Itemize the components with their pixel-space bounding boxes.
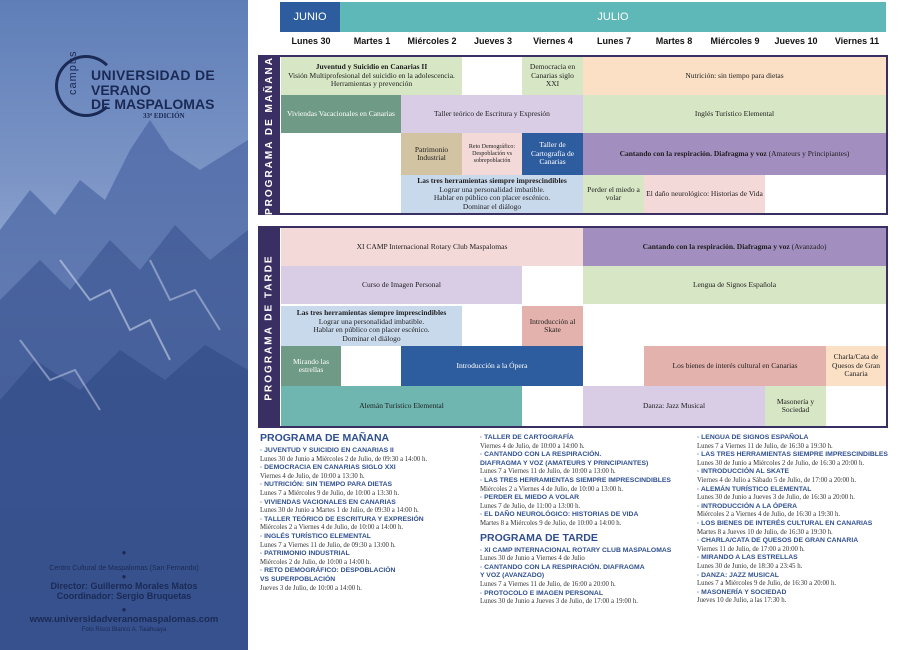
day-header: Martes 1 (353, 36, 391, 46)
cell-ingles[interactable]: Inglés Turístico Elemental (583, 95, 886, 133)
listing-title: · TALLER TEÓRICO DE ESCRITURA Y EXPRESIÓN (260, 515, 424, 523)
listing-title: · PROTOCOLO E IMAGEN PERSONAL (480, 589, 603, 597)
listing-date: Lunes 7 a Viernes 11 de Julio, de 10:00 a 13:00 h. (480, 468, 616, 476)
listing-title: · DANZA: JAZZ MUSICAL (697, 571, 779, 579)
cell-patrimonio[interactable]: Patrimonio Industrial (401, 133, 462, 175)
listing-item (260, 464, 475, 481)
listing-date: Lunes 30 de Junio, de 18:30 a 23:45 h. (697, 562, 803, 570)
listing-date: Lunes 7 a Viernes 11 de Julio, de 16:00 a 20:00 h. (480, 580, 616, 588)
cell-nutricion[interactable]: Nutrición: sin tiempo para dietas (583, 57, 886, 95)
day-header: Lunes 7 (596, 36, 631, 46)
listing-item (480, 477, 695, 494)
cell-reto[interactable]: Reto Demográfico: Despoblación vs sobrepoblación (462, 133, 522, 175)
listing-item (697, 434, 897, 451)
cell-estrellas[interactable]: Mirando las estrellas (281, 346, 341, 386)
month-julio: JULIO (340, 2, 886, 32)
listing-item (697, 503, 897, 520)
listing-title: · PATRIMONIO INDUSTRIAL (260, 550, 350, 558)
listing-title: · CHARLA/CATA DE QUESOS DE GRAN CANARIA (697, 537, 859, 545)
listing-title: · XI CAMP INTERNACIONAL ROTARY CLUB MASPALOMAS (480, 546, 672, 554)
listing-title: · MIRANDO A LAS ESTRELLAS (697, 554, 798, 562)
listing-date: Lunes 30 de Junio a Martes 1 de Julio, de 09:30 a 14:00 h. (260, 507, 419, 515)
cell-aleman[interactable]: Alemán Turístico Elemental (281, 386, 522, 426)
day-header: Miércoles 9 (710, 36, 760, 46)
cell-masoneria[interactable]: Masonería y Sociedad (765, 386, 826, 426)
listing-item (697, 520, 897, 537)
afternoon-side-label: PROGRAMA DE TARDE (258, 226, 280, 428)
listing-date: Jueves 10 de Julio, a las 17:30 h. (697, 597, 787, 605)
cell-cartografia[interactable]: Taller de Cartografía de Canarias (522, 133, 583, 175)
listing-item (697, 451, 897, 468)
listing-item (260, 499, 475, 516)
listing-date: Viernes 4 de Julio a Sábado 5 de Julio, de 17:00 a 20:00 h. (697, 476, 857, 484)
listing-title: · LOS BIENES DE INTERÉS CULTURAL EN CANARIAS (697, 519, 873, 527)
listing-title: · DEMOCRACIA EN CANARIAS SIGLO XXI (260, 464, 396, 472)
cell-tres-herramientas-morning[interactable]: Las tres herramientas siempre imprescindibles Lograr una personalidad imbatible. Hablar en público con placer escénico. Dominar el diálogo (401, 175, 583, 213)
listing-date: Miércoles 2 a Viernes 4 de Julio, de 10:00 a 13:00 h. (480, 485, 624, 493)
venue-text: Centro Cultural de Maspalomas (San Fernando) (49, 565, 199, 572)
cell-imagen-personal[interactable]: Curso de Imagen Personal (281, 266, 522, 304)
listing-item (697, 537, 897, 554)
location-icon: ● (121, 548, 127, 557)
cell-democracia[interactable]: Democracia en Canarias siglo XXI (522, 57, 583, 95)
listing-title: · INGLÉS TURÍSTICO ELEMENTAL (260, 532, 371, 540)
listing-date: Lunes 7 a Viernes 11 de Julio, de 09:30 a 13:00 h. (260, 541, 396, 549)
cell-cantando-morning[interactable]: Cantando con la respiración. Diafragma y voz (Amateurs y Principiantes) (583, 133, 886, 175)
listing-title: · TALLER DE CARTOGRAFÍA (480, 434, 574, 441)
listing-date: Miércoles 2 de Julio, de 10:00 a 14:00 h. (260, 558, 371, 566)
listing-column-2 (480, 434, 695, 607)
listing-date: Lunes 30 de Junio a Viernes 4 de Julio (480, 555, 585, 563)
listing-date: Viernes 4 de Julio, de 10:00 a 14:00 h. (480, 442, 585, 450)
afternoon-heading: PROGRAMA DE TARDE (480, 531, 598, 544)
listing-date: Lunes 30 de Junio a Miércoles 2 de Julio, de 09:30 a 14:00 h. (260, 455, 428, 463)
listing-title: DIAFRAGMA Y VOZ (AMATEURS Y PRINCIPIANTES) (480, 459, 649, 467)
listing-title: · INTRODUCCIÓN A LA ÓPERA (697, 502, 798, 510)
cell-quesos[interactable]: Charla/Cata de Quesos de Gran Canaria (826, 346, 886, 386)
location-icon: ● (121, 572, 127, 581)
listing-title: · MASONERÍA Y SOCIEDAD (697, 588, 787, 596)
cell-juventud[interactable]: Juventud y Suicidio en Canarias II Visión Multiprofesional del suicidio en la adolescencia. Herramientas y prevención (281, 57, 462, 95)
cell-skate[interactable]: Introducción al Skate (522, 306, 583, 346)
listing-title: · JUVENTUD Y SUICIDIO EN CANARIAS II (260, 447, 394, 454)
listing-date: Lunes 7 a Miércoles 9 de Julio, de 16:30 a 20:00 h. (697, 580, 837, 588)
listing-item (480, 451, 695, 460)
day-header: Viernes 4 (533, 36, 573, 46)
listing-date: Lunes 7 a Viernes 11 de Julio, de 16:30 a 19:30 h. (697, 442, 833, 450)
cell-opera[interactable]: Introducción a la Ópera (401, 346, 583, 386)
cell-tres-herramientas-afternoon[interactable]: Las tres herramientas siempre imprescindibles Lograr una personalidad imbatible. Hablar en público con placer escénico. Dominar el diálogo (281, 306, 462, 346)
listing-item (260, 516, 475, 533)
cell-rotary[interactable]: XI CAMP Internacional Rotary Club Maspalomas (281, 228, 583, 266)
listing-item (480, 572, 695, 589)
listing-date: Lunes 30 de Junio a Miércoles 2 de Julio, de 16:30 a 20:00 h. (697, 459, 865, 467)
university-logo: campus UNIVERSIDAD DE VERANO DE MASPALOMAS 33ª EDICIÓN (55, 55, 235, 135)
day-header: Martes 8 (655, 36, 693, 46)
listing-item (480, 494, 695, 511)
listing-title: Y VOZ (AVANZADO) (480, 572, 545, 580)
listing-date: Lunes 7 de Julio, de 11:00 a 13:00 h. (480, 502, 581, 510)
location-icon: ● (121, 605, 127, 614)
listing-item (480, 590, 695, 607)
cell-bienes-culturales[interactable]: Los bienes de interés cultural en Canarias (644, 346, 826, 386)
listing-date: Martes 8 a Miércoles 9 de Julio, de 10:00 a 14:00 h. (480, 519, 622, 527)
morning-side-label: PROGRAMA DE MAÑANA (258, 55, 280, 215)
cell-danza[interactable]: Danza: Jazz Musical (583, 386, 765, 426)
listing-date: Lunes 7 a Miércoles 9 de Julio, de 10:00 a 13:30 h. (260, 489, 400, 497)
listing-title: · INTRODUCCIÓN AL SKATE (697, 468, 790, 476)
listing-item (260, 533, 475, 550)
listing-date: Viernes 11 de Julio, de 17:00 a 20:00 h. (697, 545, 805, 553)
listing-title: · ALEMÁN TURÍSTICO ELEMENTAL (697, 485, 812, 493)
listing-title: · RETO DEMOGRÁFICO: DESPOBLACIÓN (260, 567, 396, 575)
listing-title: · CANTANDO CON LA RESPIRACIÓN. (480, 451, 602, 459)
listing-date: Miércoles 2 a Viernes 4 de Julio, de 10:00 a 14:00 h. (260, 524, 404, 532)
cell-taller-escritura[interactable]: Taller teórico de Escritura y Expresión (401, 95, 583, 133)
cell-signos[interactable]: Lengua de Signos Española (583, 266, 886, 304)
morning-heading: PROGRAMA DE MAÑANA (260, 432, 390, 444)
listing-date: Jueves 3 de Julio, de 10:00 a 14:00 h. (260, 584, 362, 592)
listing-title: · PERDER EL MIEDO A VOLAR (480, 494, 580, 502)
listing-title: · VIVIENDAS VACIONALES EN CANARIAS (260, 498, 396, 506)
listing-item (480, 511, 695, 528)
listing-date: Viernes 4 de Julio, de 10:00 a 13:30 h. (260, 472, 365, 480)
website-link[interactable]: www.universidadveranomaspalomas.com (29, 614, 219, 625)
listing-item (260, 567, 475, 576)
day-header: Miércoles 2 (407, 36, 457, 46)
listing-title: · CANTANDO CON LA RESPIRACIÓN. DIAFRAGMA (480, 563, 645, 571)
month-junio: JUNIO (280, 2, 340, 32)
listing-date: Martes 8 a Jueves 10 de Julio, de 16:30 a 19:30 h. (697, 528, 833, 536)
listing-item (260, 550, 475, 567)
photo-credit: Foto Risco Blanco A. Taiahuaya (81, 627, 167, 633)
listing-item (480, 547, 695, 564)
listing-title: · EL DAÑO NEUROLÓGICO: HISTORIAS DE VIDA (480, 511, 639, 519)
listing-item (480, 434, 695, 451)
listing-item (480, 564, 695, 573)
listing-item (697, 486, 897, 503)
listing-item (697, 572, 897, 589)
listing-column-1 (260, 432, 475, 593)
listing-title: · LAS TRES HERRAMIENTAS SIEMPRE IMPRESCINDIBLES (480, 476, 671, 484)
cell-dano-neurologico[interactable]: El daño neurológico: Historias de Vida (644, 175, 765, 213)
listing-item (697, 468, 897, 485)
day-header: Lunes 30 (291, 36, 331, 46)
day-header: Jueves 3 (473, 36, 513, 46)
coordinator-text: Coordinador: Sergio Bruquetas (56, 591, 192, 601)
day-header: Jueves 10 (774, 36, 818, 46)
listing-item (480, 460, 695, 477)
listing-title: · LENGUA DE SIGNOS ESPAÑOLA (697, 434, 809, 441)
listing-column-3 (697, 434, 897, 606)
listing-item (697, 554, 897, 571)
day-header: Viernes 11 (834, 36, 880, 46)
cell-viviendas[interactable]: Viviendas Vacacionales en Canarias (281, 95, 401, 133)
listing-date: Lunes 30 de Junio a Jueves 3 de Julio, de 17:00 a 19:00 h. (480, 598, 639, 606)
listing-item (260, 447, 475, 464)
cover-panel (0, 0, 248, 650)
listing-title: VS SUPERPOBLACIÓN (260, 575, 336, 583)
listing-date: Miércoles 2 a Viernes 4 de Julio, de 16:30 a 19:30 h. (697, 511, 841, 519)
cell-perder-miedo[interactable]: Perder el miedo a volar (583, 175, 644, 213)
listing-title: · LAS TRES HERRAMIENTAS SIEMPRE IMPRESCINDIBLES (697, 451, 888, 459)
listing-date: Lunes 30 de Junio a Jueves 3 de Julio, de 16:30 a 20:00 h. (697, 494, 856, 502)
listing-item (260, 481, 475, 498)
listing-item (697, 589, 897, 606)
listing-item (260, 576, 475, 593)
director-text: Director: Guillermo Morales Matos (50, 581, 198, 591)
listing-title: · NUTRICIÓN: SIN TIEMPO PARA DIETAS (260, 481, 393, 489)
cell-cantando-afternoon[interactable]: Cantando con la respiración. Diafragma y voz (Avanzado) (583, 228, 886, 266)
